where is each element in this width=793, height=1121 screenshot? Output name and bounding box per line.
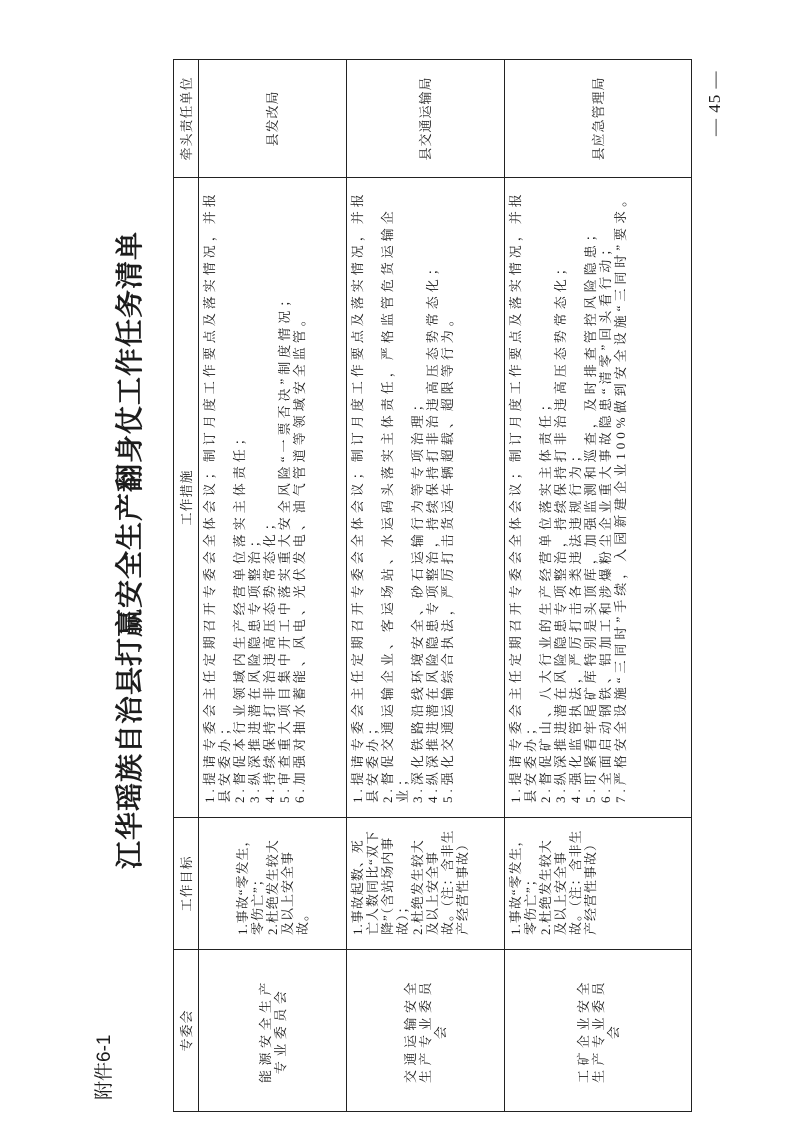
measure-item: 5.强化交通运输综合执法，严厉打击货运车辆超载、超限等行为。 — [440, 309, 455, 803]
committee-cell — [347, 950, 505, 1112]
measures-cell — [199, 178, 347, 818]
goals-cell — [347, 818, 505, 950]
document-title: 江华瑶族自治县打赢安全生产翻身仗工作任务清单 — [115, 231, 146, 870]
measure-item: 2.督促矿山、八大行业的生产经营单位落实主体责任； — [538, 394, 553, 803]
measure-item: 7.严格安全设施“三同时”手续，入园新建企业100%做到安全设施“三同时”要求。 — [613, 189, 628, 803]
table-header-row — [174, 60, 199, 1112]
measure-item: 4.强化监管执法，严厉打击各类违法违规行为； — [568, 445, 583, 803]
committee-name: 能源安全生产专业委员会 — [257, 978, 288, 1084]
page-number: — 45 — — [705, 70, 724, 136]
goal-item: 1.事故“零发生，零伤亡”； — [508, 832, 538, 935]
measure-item: 2.督促本行业领域内生产经营单位落实主体责任； — [232, 428, 247, 803]
measure-item: 5.审查重大项目集中开工中落实重大安全风险“一票否决”制度情况； — [277, 289, 292, 803]
measure-item: 3.纵深推进潜在风险隐患专项整治； — [247, 530, 262, 803]
measure-item: 2.督促交通运输企业、客运场站、水运码头落实主体责任，严格监管危货运输企业； — [380, 207, 410, 803]
lead-unit: 县交通运输局 — [418, 76, 433, 161]
measure-item: 1.提请专委会主任定期召开专委会全体会议；制订月度工作要点及落实情况，并报县安委办； — [350, 190, 380, 803]
lead-unit: 县发改局 — [265, 90, 280, 147]
task-table — [173, 59, 692, 1112]
lead-unit: 县应急管理局 — [590, 76, 606, 161]
table-row — [505, 60, 692, 1112]
committee-name: 工矿企业安全生产专业委员会 — [575, 978, 621, 1084]
committee-cell — [505, 950, 692, 1112]
table-row — [347, 60, 505, 1112]
measure-item: 5.盯紧看牢尾矿库特别是头顶库，加强监测和巡查，及时排查管控风险隐患； — [583, 224, 598, 803]
goal-item: 1.事故“零发生，零伤亡”； — [235, 832, 265, 935]
measure-item: 1.提请专委会主任定期召开专委会全体会议；制订月度工作要点及落实情况，并报县安委办； — [508, 190, 538, 803]
measures-cell — [505, 178, 692, 818]
measure-item: 6.全面启动钢铁、铝加工和涉爆粉尘企业重大事故隐患“清零”回头看行动； — [598, 238, 613, 803]
header-measures: 工作措施 — [174, 178, 199, 818]
goals-cell — [199, 818, 347, 950]
header-lead-unit: 牵头责任单位 — [174, 60, 199, 178]
goal-item: 2.杜绝发生较大及以上安全事故。 — [265, 839, 310, 935]
annex-label: 附件6-1 — [94, 1034, 115, 1100]
measure-item: 6.加强对抽水蓄能、风电、光伏发电、油气管道等领域安全监管。 — [292, 309, 307, 803]
measure-item: 3.纵深推进潜在风险隐患专项整治，持续保持打非治违高压态势常态化； — [553, 258, 568, 803]
goal-item: 1.事故起数、死亡人数同比“双下降”（含站场内事故）； — [350, 830, 410, 935]
measures-cell — [347, 178, 505, 818]
committee-name: 交通运输安全生产专业委员会 — [403, 978, 448, 1084]
measure-item: 4.持续保持打非治违高压态势常态化； — [262, 513, 277, 803]
lead-unit-cell — [505, 60, 692, 178]
lead-unit-cell — [347, 60, 505, 178]
goal-item: 2.杜绝发生较大及以上安全事故。（注：含非生产经营性事故） — [410, 829, 470, 935]
measure-item: 4.纵深推进潜在风险隐患专项整治，持续保持打非治违高压态势常态化； — [425, 258, 440, 803]
header-goals: 工作目标 — [174, 818, 199, 950]
goals-cell — [505, 818, 692, 950]
lead-unit-cell — [199, 60, 347, 178]
committee-cell — [199, 950, 347, 1112]
table-row — [199, 60, 347, 1112]
goal-item: 2.杜绝发生较大及以上安全事故。（注：含非生产经营性事故） — [538, 829, 598, 935]
header-committee: 专委会 — [174, 950, 199, 1112]
measure-item: 3.深化铁路沿线环境安全、砂石运输行为等专项治理； — [410, 394, 425, 803]
measure-item: 1.提请专委会主任定期召开专委会全体会议；制订月度工作要点及落实情况，并报县安委办； — [202, 190, 232, 803]
